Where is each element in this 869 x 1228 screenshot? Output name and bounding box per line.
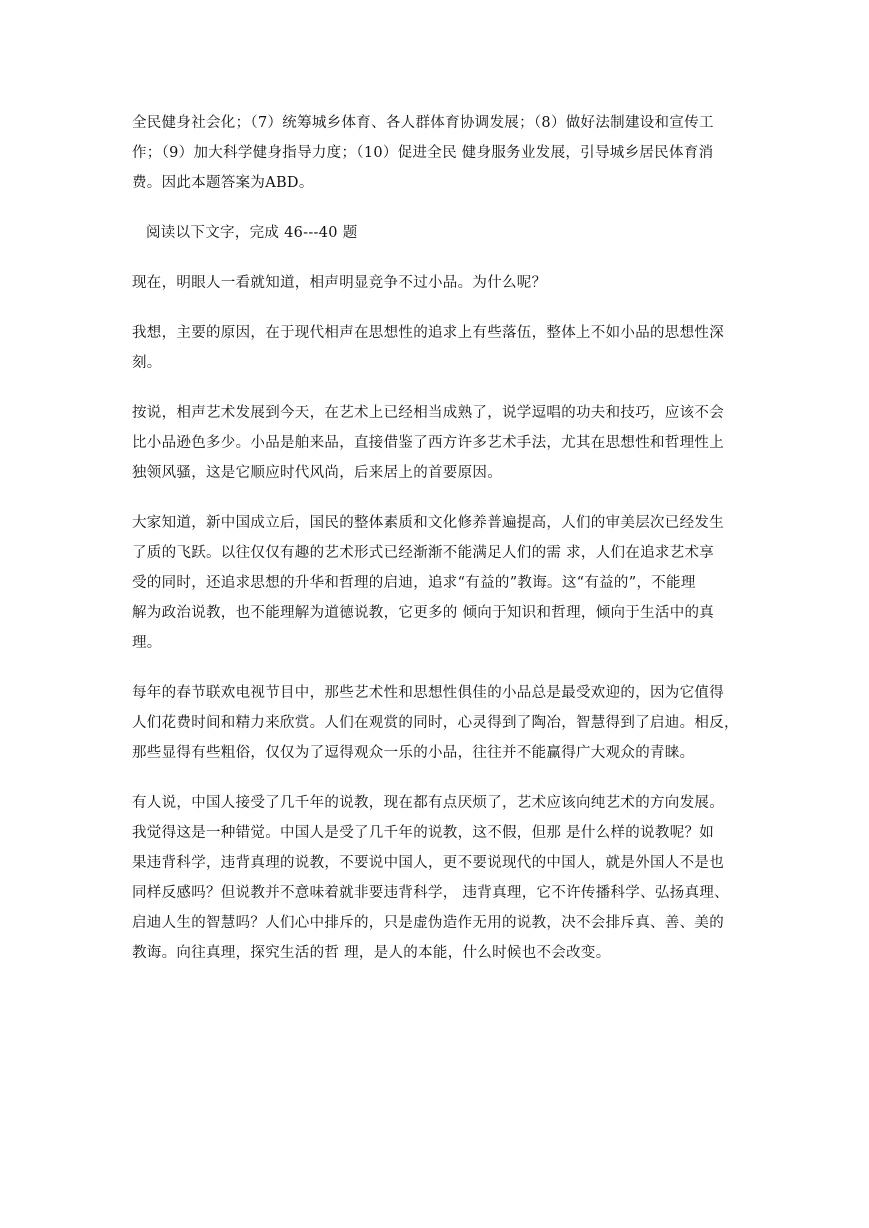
document-body [132, 108, 750, 988]
text-line: 刻。 [132, 355, 162, 371]
text-line: 比小品逊色多少。小品是舶来品，直接借鉴了西方许多艺术手法，尤其在思想性和哲理性上 [132, 435, 724, 451]
text-line: 每年的春节联欢电视节目中，那些艺术性和思想性俱佳的小品总是最受欢迎的，因为它值得 [132, 685, 724, 701]
text-line: 现在，明眼人一看就知道，相声明显竞争不过小品。为什么呢？ [132, 275, 547, 291]
paragraph-spring-festival [132, 678, 750, 768]
text-line: 我想，主要的原因，在于现代相声在思想性的追求上有些落伍，整体上不如小品的思想性深 [132, 325, 724, 341]
text-line: 人们花费时间和精力来欣赏。人们在观赏的同时，心灵得到了陶冶，智慧得到了启迪。相反， [132, 715, 739, 731]
paragraph-aesthetic-level [132, 508, 750, 658]
text-line: 教诲。向往真理，探究生活的哲 理，是人的本能，什么时候也不会改变。 [132, 945, 611, 961]
paragraph-intro-question [132, 268, 750, 298]
text-line: 大家知道，新中国成立后，国民的整体素质和文化修养普遍提高，人们的审美层次已经发生 [132, 515, 724, 531]
text-line: 作；（9）加大科学健身指导力度；（10）促进全民 健身服务业发展，引导城乡居民体育消 [132, 145, 714, 161]
text-line: 启迪人生的智慧吗？人们心中排斥的，只是虚伪造作无用的说教，决不会排斥真、善、美的 [132, 915, 724, 931]
paragraph-preaching [132, 788, 750, 968]
text-line: 独领风骚，这是它顺应时代风尚，后来居上的首要原因。 [132, 465, 502, 481]
paragraph-art-maturity [132, 398, 750, 488]
text-line: 同样反感吗？但说教并不意味着就非要违背科学， 违背真理，它不许传播科学、弘扬真理、 [132, 885, 729, 901]
text-line: 了质的飞跃。以往仅仅有趣的艺术形式已经渐渐不能满足人们的需 求，人们在追求艺术享 [132, 545, 715, 561]
text-line: 理。 [132, 635, 162, 651]
text-line: 果违背科学，违背真理的说教，不要说中国人，更不要说现代的中国人，就是外国人不是也 [132, 855, 724, 871]
paragraph-main-reason [132, 318, 750, 378]
paragraph-fitness-policy [132, 108, 750, 198]
text-line: 解为政治说教，也不能理解为道德说教，它更多的 倾向于知识和哲理，倾向于生活中的真 [132, 605, 715, 621]
text-line: 费。因此本题答案为ABD。 [132, 175, 314, 191]
reading-instruction [132, 218, 750, 248]
text-line: 有人说，中国人接受了几千年的说教，现在都有点厌烦了，艺术应该向纯艺术的方向发展。 [132, 795, 724, 811]
text-line: 受的同时，还追求思想的升华和哲理的启迪，追求“有益的”教诲。这“有益的”，不能理 [132, 575, 696, 591]
text-line: 按说，相声艺术发展到今天，在艺术上已经相当成熟了，说学逗唱的功夫和技巧，应该不会 [132, 405, 724, 421]
text-line: 全民健身社会化；（7）统筹城乡体育、各人群体育协调发展；（8）做好法制建设和宣传工 [132, 115, 714, 131]
text-line: 阅读以下文字，完成 46---40 题 [146, 225, 358, 241]
text-line: 我觉得这是一种错觉。中国人是受了几千年的说教，这不假，但那 是什么样的说教呢？如 [132, 825, 715, 841]
text-line: 那些显得有些粗俗，仅仅为了逗得观众一乐的小品，往往并不能赢得广大观众的青睐。 [132, 745, 695, 761]
